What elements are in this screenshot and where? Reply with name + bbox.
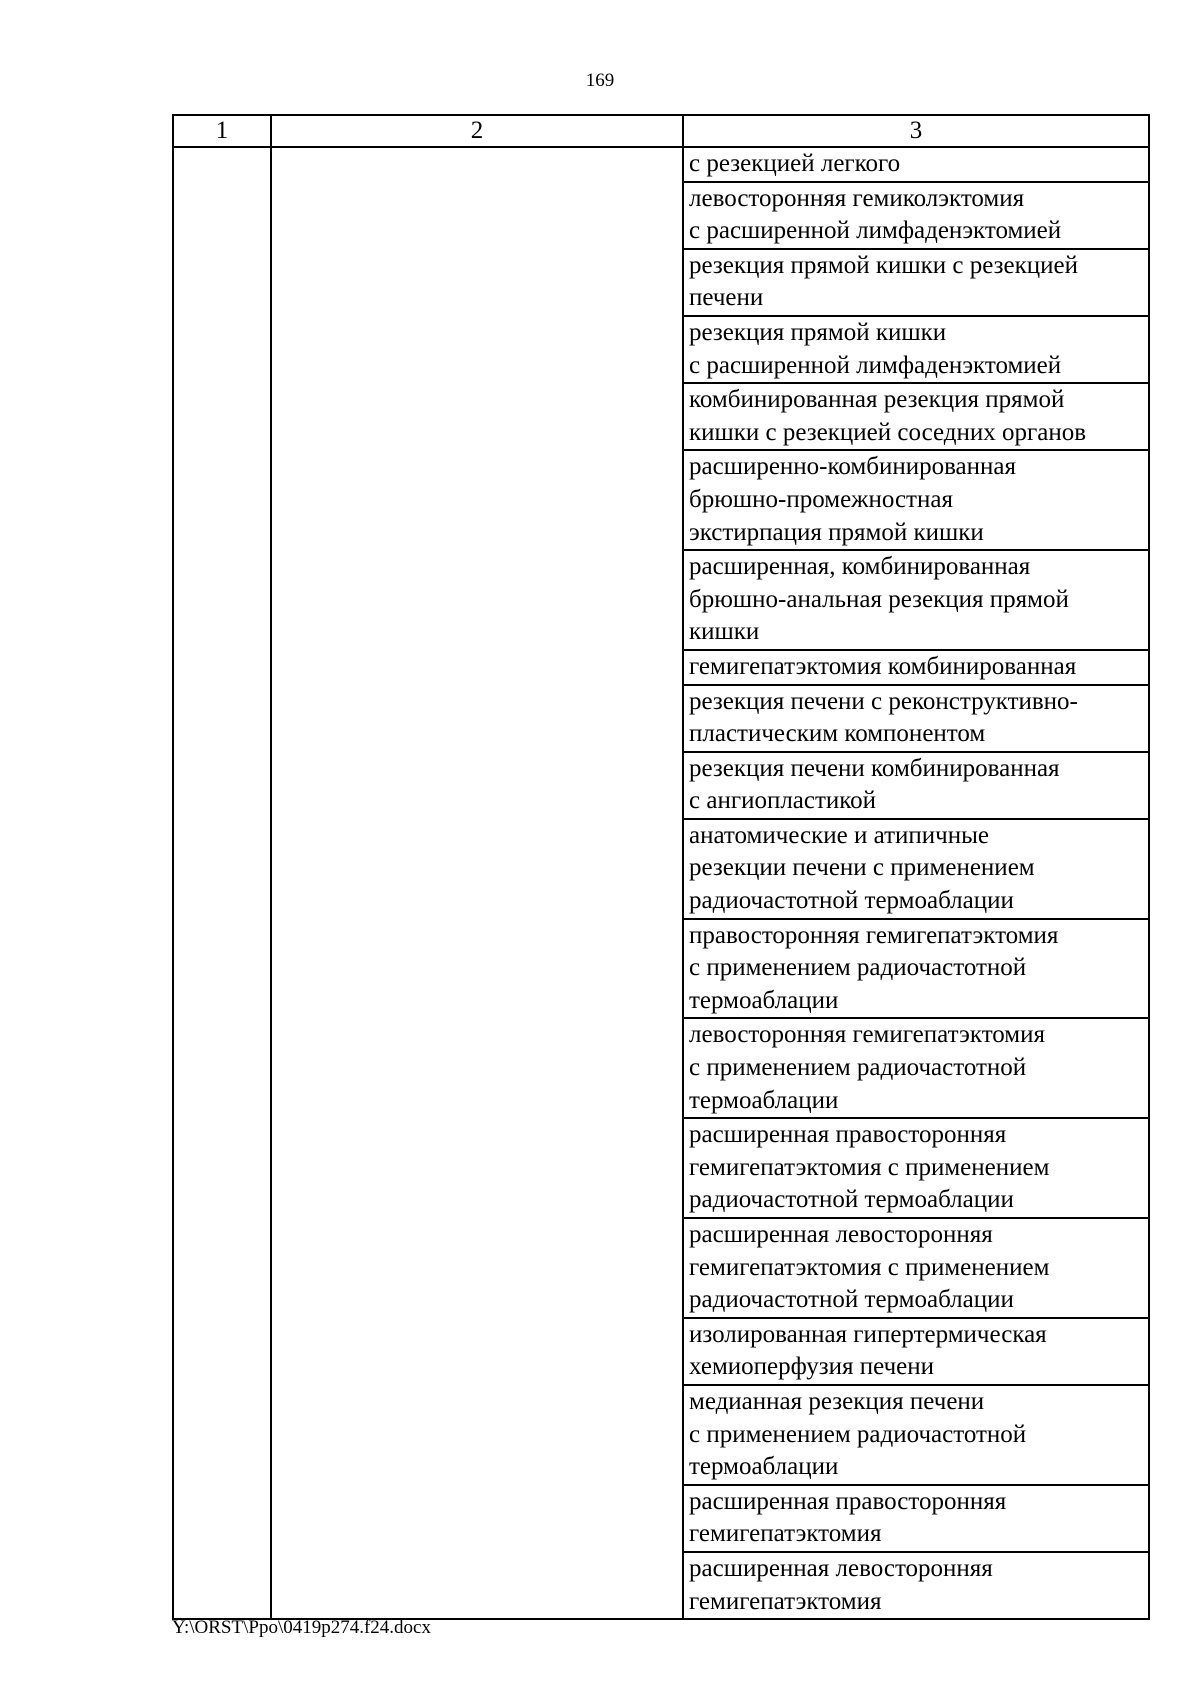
procedure-cell: расширенная, комбинированная брюшно-анальная резекция прямой кишки xyxy=(683,550,1149,650)
procedure-cell: изолированная гипертермическая хемиоперфузия печени xyxy=(683,1318,1149,1385)
procedure-cell: резекция печени комбинированная с ангиопластикой xyxy=(683,752,1149,819)
procedure-cell: с резекцией легкого xyxy=(683,147,1149,182)
footer-file-path: Y:\ORST\Ppo\0419p274.f24.docx xyxy=(172,1617,431,1638)
column-1-cell xyxy=(173,147,271,1619)
procedure-cell: левосторонняя гемиколэктомия с расширенной лимфаденэктомией xyxy=(683,182,1149,249)
procedure-cell: расширенная левосторонняя гемигепатэктомия xyxy=(683,1552,1149,1619)
column-header-1: 1 xyxy=(173,115,271,147)
procedure-cell: расширенная правосторонняя гемигепатэктомия с применением радиочастотной термоаблации xyxy=(683,1118,1149,1218)
table-row xyxy=(173,147,1149,182)
column-header-2: 2 xyxy=(271,115,683,147)
column-2-cell xyxy=(271,147,683,1619)
procedures-table xyxy=(172,114,1150,1620)
procedure-cell: резекция прямой кишки с расширенной лимфаденэктомией xyxy=(683,316,1149,383)
procedure-cell: расширенная левосторонняя гемигепатэктомия с применением радиочастотной термоаблации xyxy=(683,1218,1149,1318)
procedure-cell: правосторонняя гемигепатэктомия с применением радиочастотной термоаблации xyxy=(683,919,1149,1019)
procedure-cell: анатомические и атипичные резекции печени с применением радиочастотной термоаблации xyxy=(683,819,1149,919)
procedure-cell: расширенная правосторонняя гемигепатэктомия xyxy=(683,1485,1149,1552)
procedure-cell: гемигепатэктомия комбинированная xyxy=(683,650,1149,685)
procedure-cell: резекция прямой кишки с резекцией печени xyxy=(683,249,1149,316)
procedure-cell: левосторонняя гемигепатэктомия с применением радиочастотной термоаблации xyxy=(683,1018,1149,1118)
procedure-cell: расширенно-комбинированная брюшно-промежностная экстирпация прямой кишки xyxy=(683,450,1149,550)
table-header-row xyxy=(173,115,1149,147)
procedure-cell: резекция печени с реконструктивно- пластическим компонентом xyxy=(683,685,1149,752)
procedure-cell: медианная резекция печени с применением радиочастотной термоаблации xyxy=(683,1385,1149,1485)
page-number: 169 xyxy=(585,70,615,91)
column-header-3: 3 xyxy=(683,115,1149,147)
procedure-cell: комбинированная резекция прямой кишки с резекцией соседних органов xyxy=(683,383,1149,450)
